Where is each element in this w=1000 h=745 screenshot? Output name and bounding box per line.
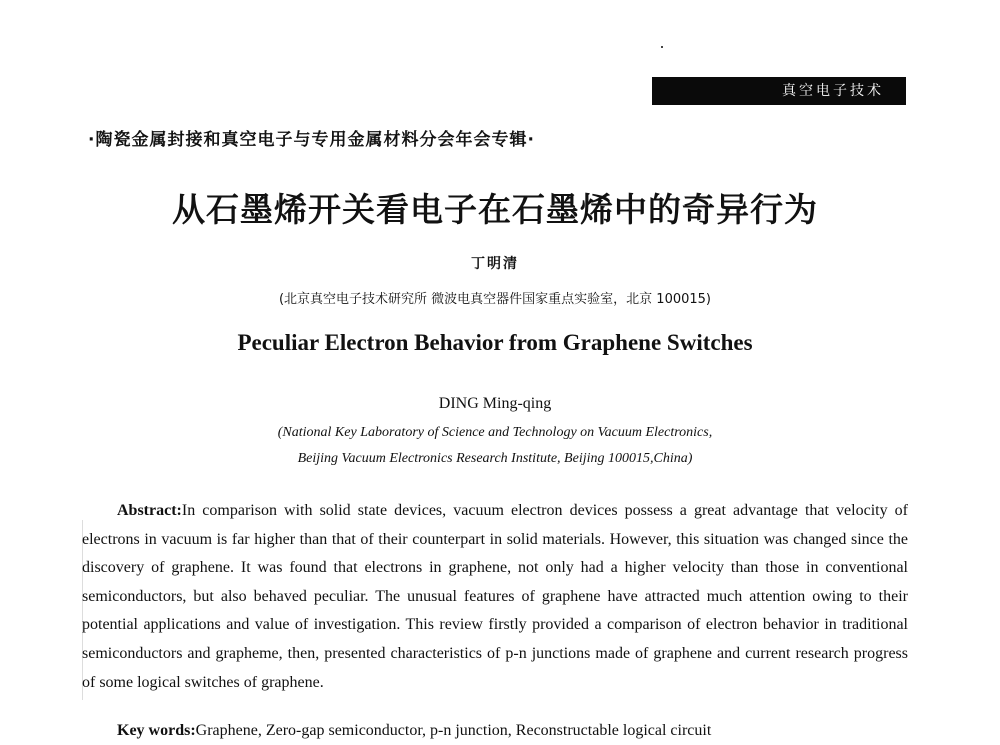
scan-speck bbox=[661, 46, 663, 48]
paper-title-chinese: 从石墨烯开关看电子在石墨烯中的奇异行为 bbox=[172, 190, 818, 229]
abstract-label: Abstract: bbox=[117, 502, 182, 519]
paper-title-english: Peculiar Electron Behavior from Graphene Switches bbox=[237, 330, 753, 355]
author-english: DING Ming-qing bbox=[438, 395, 552, 412]
affiliation-english-line-2: Beijing Vacuum Electronics Research Institute, Beijing 100015,China) bbox=[297, 451, 693, 466]
column-title: ·陶瓷金属封接和真空电子与专用金属材料分会年会专辑· bbox=[88, 130, 535, 150]
keywords-line bbox=[117, 722, 711, 740]
affiliation-chinese: (北京真空电子技术研究所 微波电真空器件国家重点实验室，北京 100015) bbox=[278, 292, 712, 307]
keywords-text: Graphene, Zero-gap semiconductor, p-n junction, Reconstructable logical circuit bbox=[195, 722, 712, 739]
journal-name-banner: 真空电子技术 bbox=[652, 77, 906, 105]
abstract-text: In comparison with solid state devices, vacuum electron devices possess a great advantage that velocity of electrons in vacuum is far higher than that of their counterpart in solid materials. However, this situation was changed since the discovery of graphene. It was found that electrons in graphene, not only had a higher velocity than those in conventional semiconductors, but also behaved peculiar. The unusual features of graphene have attracted much attention owing to their potential applications and value of investigation. This review firstly provided a comparison of electron behavior in traditional semiconductors and grapheme, then, presented characteristics of p-n junctions made of graphene and current research progress of some logical switches of graphene. bbox=[82, 502, 908, 691]
affiliation-english-line-1: (National Key Laboratory of Science and Technology on Vacuum Electronics, bbox=[277, 425, 713, 440]
author-chinese: 丁明清 bbox=[471, 256, 519, 272]
keywords-label: Key words: bbox=[117, 722, 196, 739]
abstract-paragraph bbox=[82, 497, 908, 697]
